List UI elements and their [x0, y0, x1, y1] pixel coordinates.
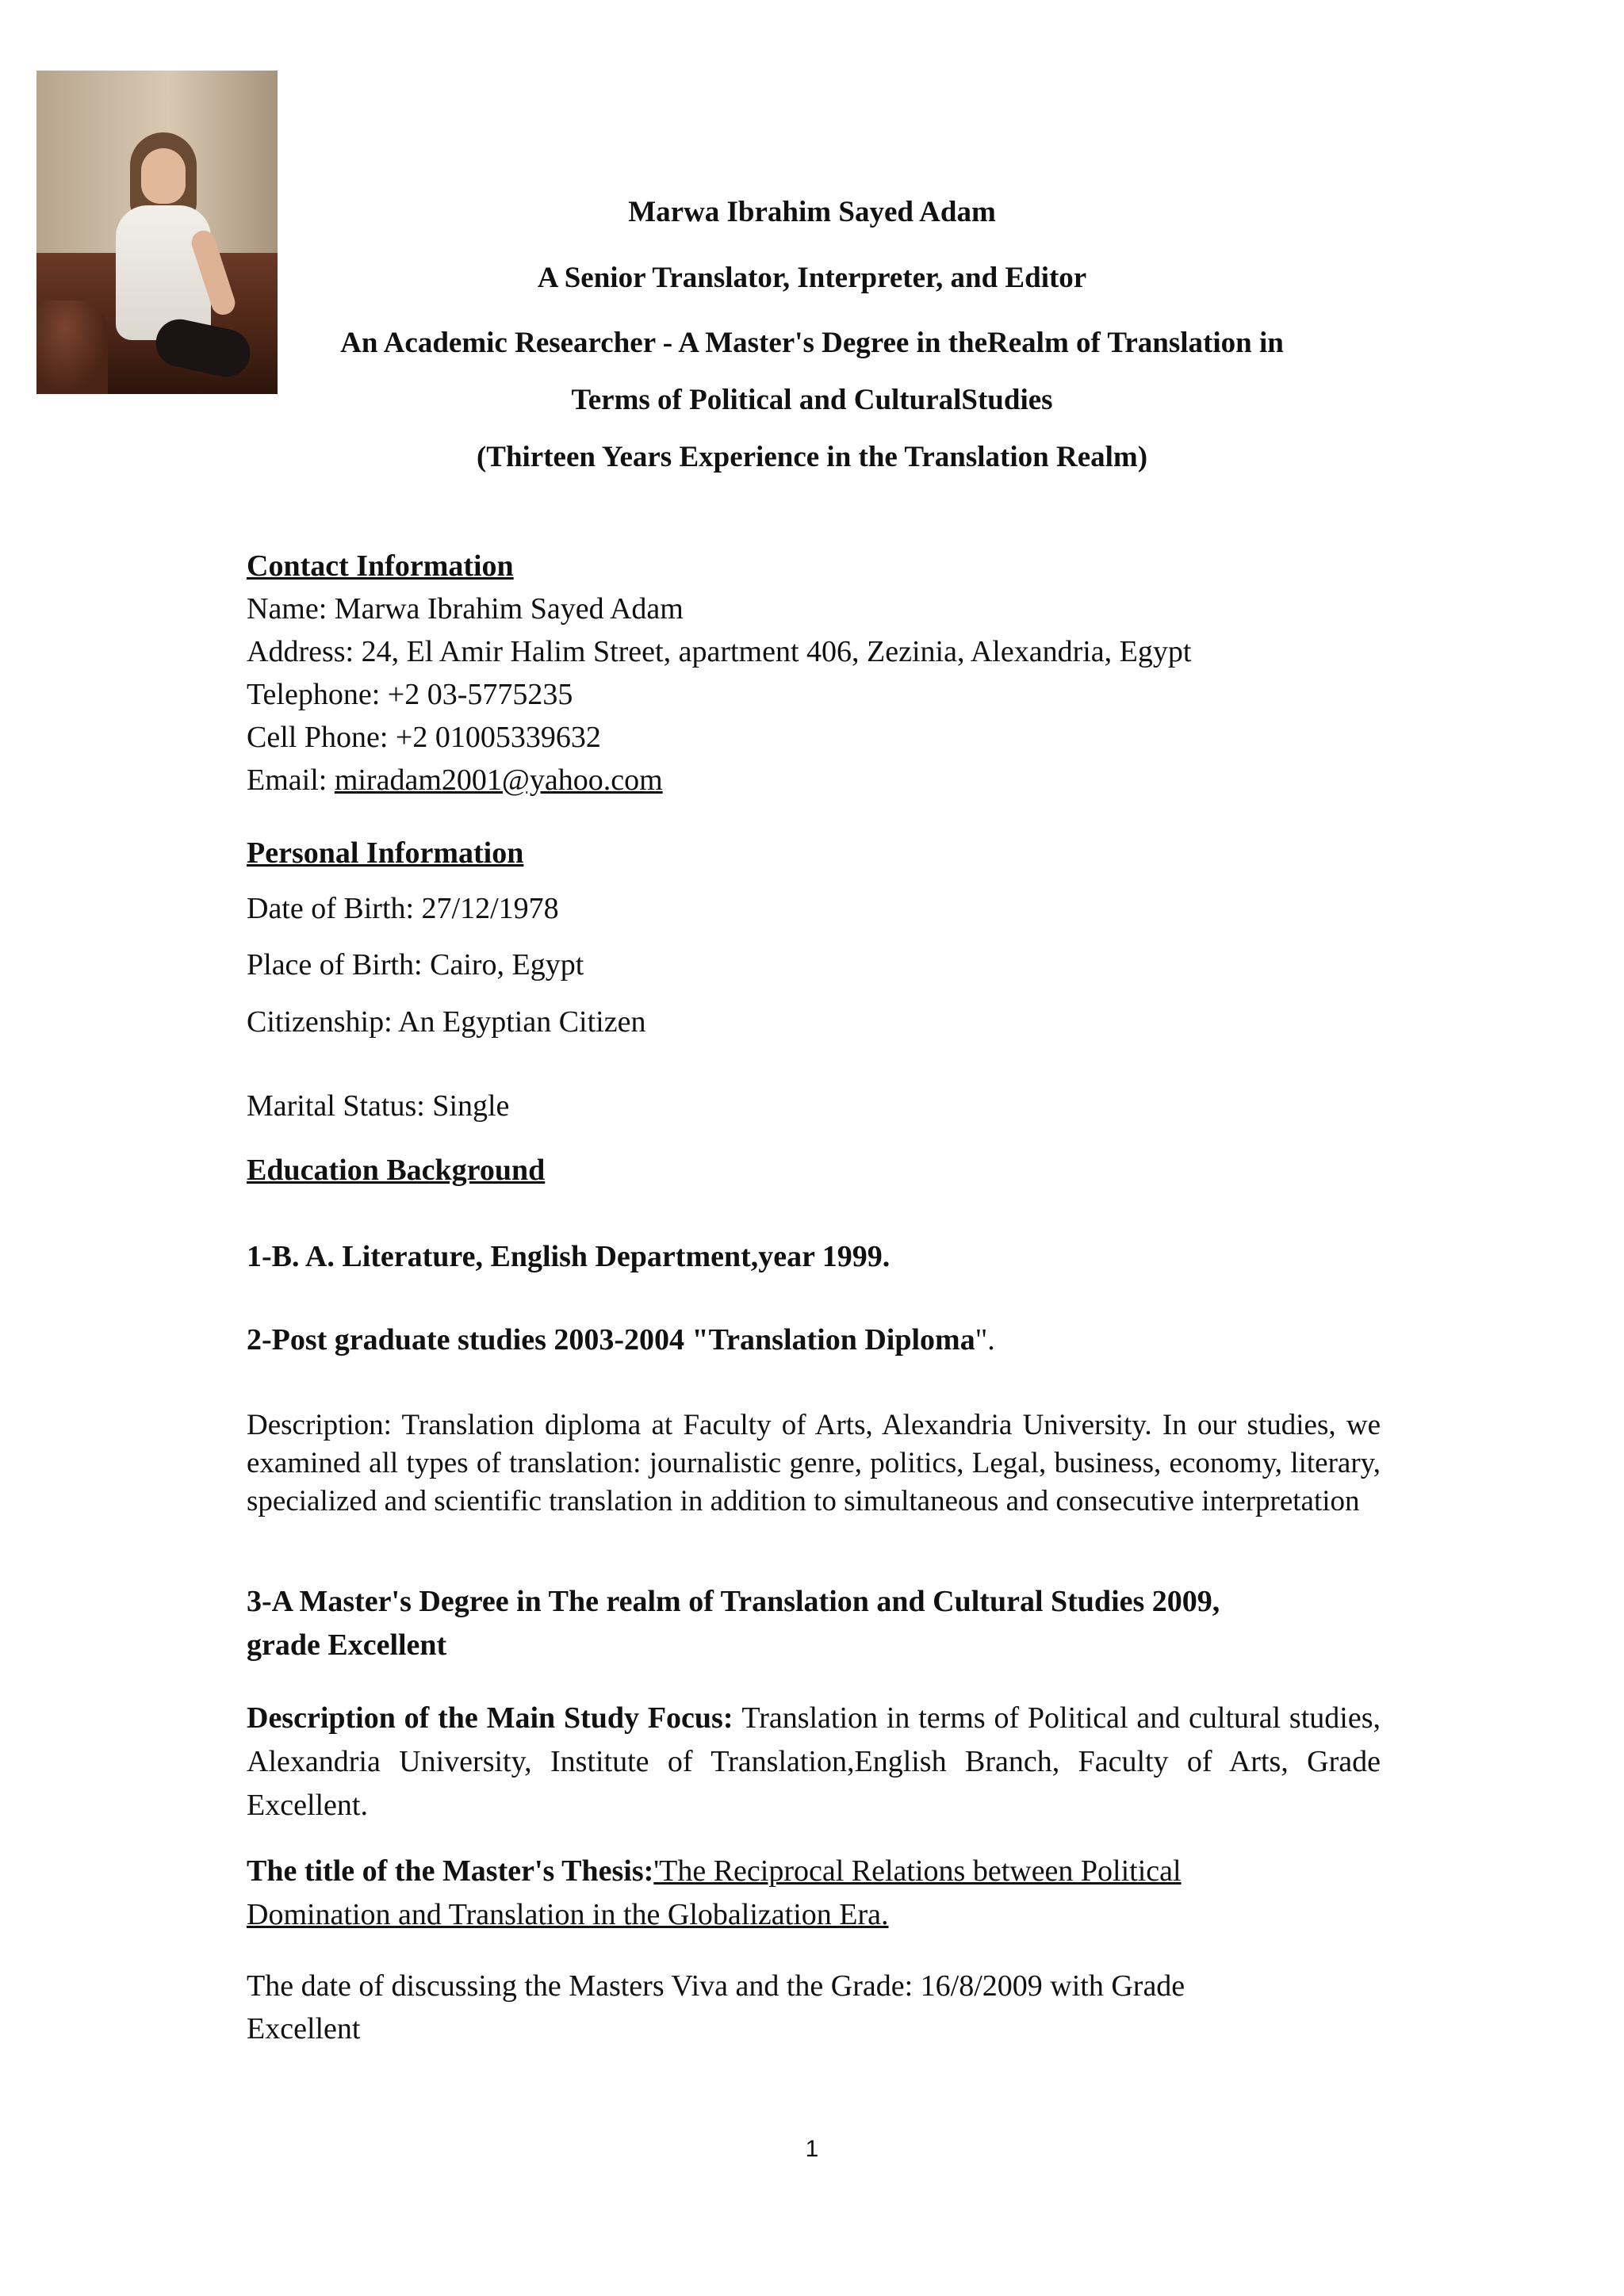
focus-label: Description of the Main Study Focus:: [247, 1701, 742, 1735]
header-role: A Senior Translator, Interpreter, and Editor: [537, 262, 1087, 294]
thesis-title-part1: 'The Reciprocal Relations between Political: [653, 1854, 1182, 1888]
education-item2-description: Description: Translation diploma at Faculty of Arts, Alexandria University. In our studies, we examined all types of translation: journalistic genre, politics, Legal, business, economy, literary, specialized and scientific translation in addition to simultaneous and consecutive interpretation: [247, 1409, 1381, 1517]
header-experience: (Thirteen Years Experience in the Translation Realm): [476, 441, 1148, 473]
viva-line1: The date of discussing the Masters Viva and the Grade: 16/8/2009 with Grade: [247, 1969, 1185, 2003]
contact-email-line: [247, 763, 663, 798]
header-academic-line2: Terms of Political and CulturalStudies: [571, 384, 1053, 416]
contact-name: Name: Marwa Ibrahim Sayed Adam: [247, 592, 684, 626]
personal-citizenship: Citizenship: An Egyptian Citizen: [247, 1005, 646, 1039]
personal-heading: Personal Information: [247, 836, 524, 870]
education-item2-title: 2-Post graduate studies 2003-2004 "Translation Diploma: [247, 1323, 975, 1357]
education-item2-tail: ".: [975, 1323, 995, 1357]
contact-cell: Cell Phone: +2 01005339632: [247, 721, 601, 754]
personal-pob: Place of Birth: Cairo, Egypt: [247, 948, 584, 982]
contact-telephone: Telephone: +2 03-5775235: [247, 678, 573, 711]
thesis-line1: [247, 1854, 1182, 1888]
thesis-label: The title of the Master's Thesis:: [247, 1854, 654, 1888]
thesis-title-part2: Domination and Translation in the Globalization Era.: [247, 1898, 889, 1931]
header-name: Marwa Ibrahim Sayed Adam: [628, 196, 996, 228]
email-link[interactable]: miradam2001@yahoo.com: [334, 763, 663, 797]
education-heading: Education Background: [247, 1154, 546, 1187]
education-item2: [247, 1322, 995, 1357]
personal-marital: Marital Status: Single: [247, 1089, 510, 1123]
education-item1: 1-B. A. Literature, English Department,year 1999.: [247, 1240, 891, 1273]
education-item3-line1: 3-A Master's Degree in The realm of Translation and Cultural Studies 2009,: [247, 1585, 1220, 1618]
viva-line2: Excellent: [247, 2012, 361, 2045]
education-focus: [247, 1697, 1381, 1827]
contact-heading: Contact Information: [247, 549, 514, 583]
page-number: 1: [805, 2136, 819, 2162]
personal-dob: Date of Birth: 27/12/1978: [247, 892, 559, 925]
education-item3-line2: grade Excellent: [247, 1628, 447, 1662]
contact-address: Address: 24, El Amir Halim Street, apartment 406, Zezinia, Alexandria, Egypt: [247, 635, 1192, 668]
header-academic-line1: An Academic Researcher - A Master's Degree in theRealm of Translation in: [340, 327, 1284, 359]
email-label: Email:: [247, 763, 335, 797]
focus-text: Translation in terms of Political and cultural studies, Alexandria University, Institute of Translation,English Branch, Faculty of Arts, Grade Excellent.: [247, 1701, 1381, 1822]
